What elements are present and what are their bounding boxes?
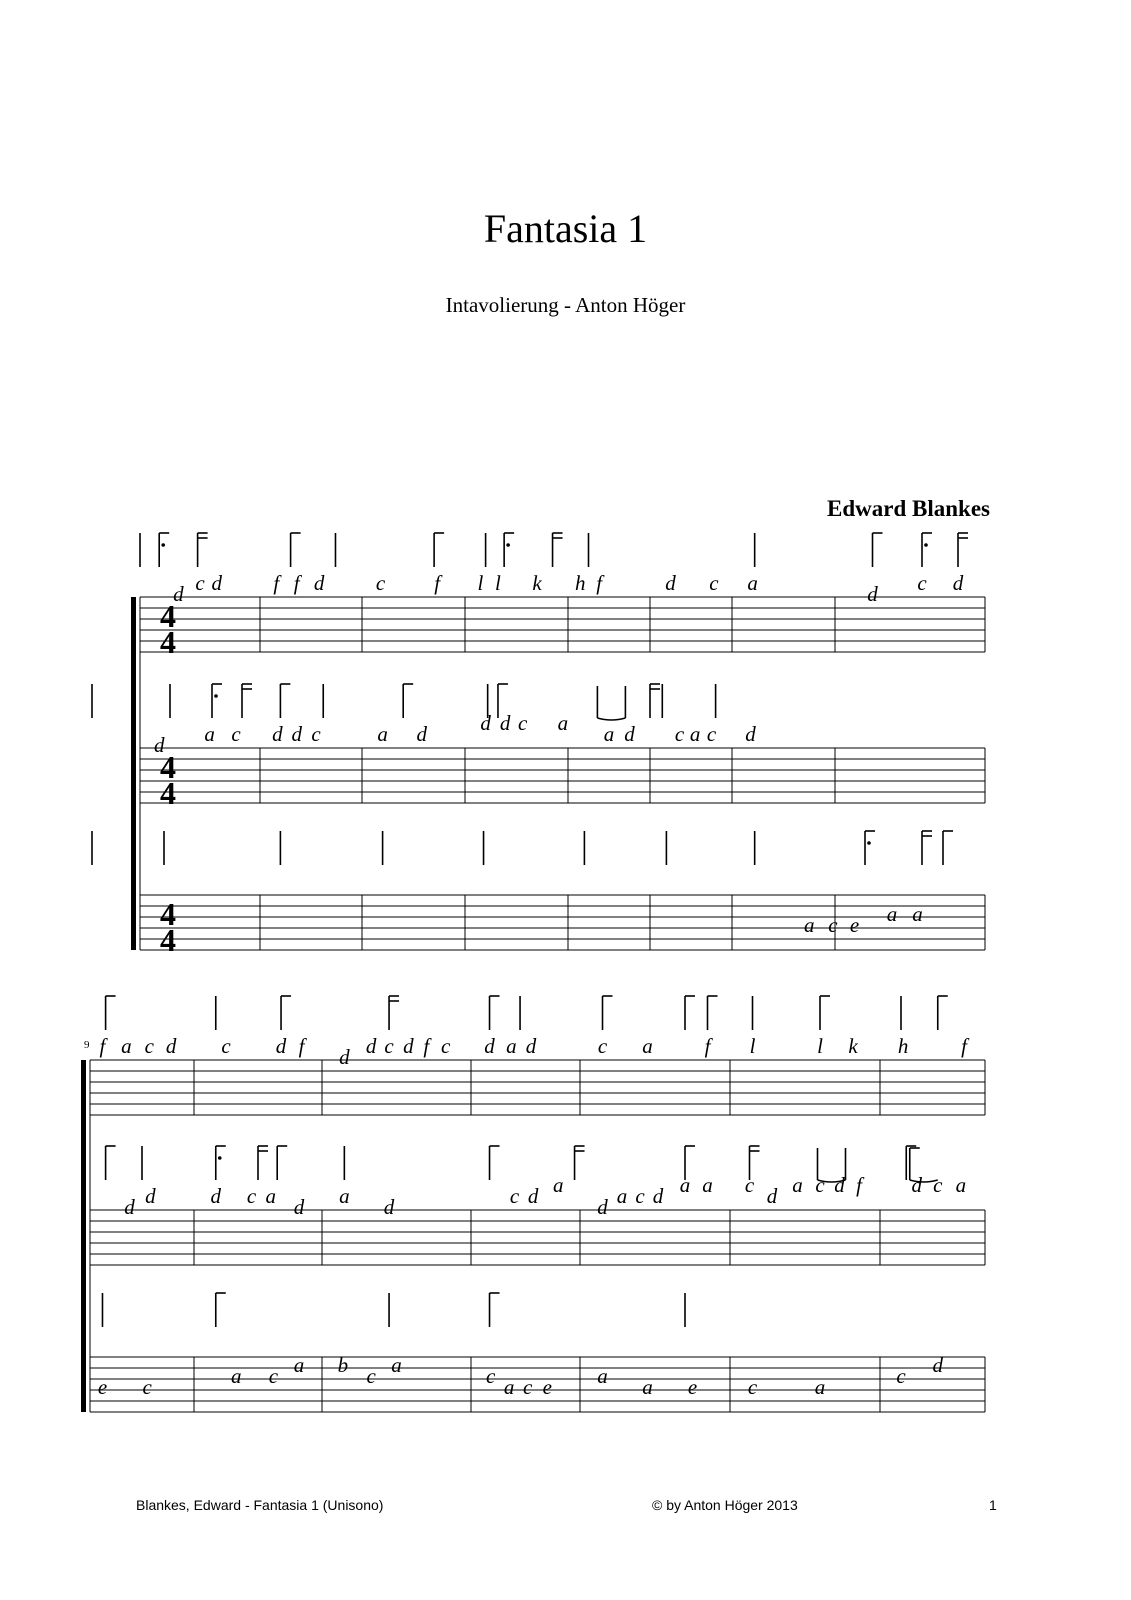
footer-page-number: 1 xyxy=(989,1497,997,1513)
tab-letter: f xyxy=(434,571,441,595)
time-signature-numerator: 4 xyxy=(160,749,176,785)
tab-letter: f xyxy=(856,1173,862,1197)
tab-letter: d xyxy=(293,1195,305,1219)
tab-letter: d xyxy=(952,571,964,595)
tab-letter: d xyxy=(416,722,427,746)
tab-letter: d xyxy=(339,1045,350,1069)
tab-letter: d xyxy=(525,1034,537,1058)
tab-letter: d xyxy=(403,1034,414,1058)
tab-letter: a xyxy=(642,1375,653,1399)
tab-letter: d xyxy=(867,582,878,606)
tab-letter: a xyxy=(886,902,898,926)
tab-letter: d xyxy=(745,722,756,746)
tab-letter: c xyxy=(246,1184,257,1208)
footer-copyright: © by Anton Höger 2013 xyxy=(652,1497,798,1513)
tab-letter: a xyxy=(293,1353,305,1377)
tab-letter: d xyxy=(527,1184,539,1208)
page-subtitle: Intavolierung - Anton Höger xyxy=(445,293,686,317)
tab-letter: d xyxy=(291,722,302,746)
rhythm-beam xyxy=(910,1180,938,1182)
tab-letter: c xyxy=(195,571,205,595)
tab-letter: h xyxy=(575,571,586,595)
tab-letter: c xyxy=(509,1184,520,1208)
tab-letter: e xyxy=(542,1375,552,1399)
tab-letter: c xyxy=(518,711,528,735)
tab-letter: f xyxy=(298,1034,305,1058)
tab-letter: c xyxy=(597,1034,608,1058)
tab-letter: a xyxy=(804,913,815,937)
tab-letter: d xyxy=(313,571,325,595)
tab-letter: c xyxy=(933,1173,943,1197)
tab-letter: d xyxy=(153,733,165,757)
page-title: Fantasia 1 xyxy=(483,206,648,251)
tab-letter: a xyxy=(265,1184,277,1208)
tab-letter: c xyxy=(747,1375,758,1399)
tab-letter: a xyxy=(230,1364,242,1388)
tab-letter: l xyxy=(749,1034,756,1058)
tab-letter: a xyxy=(702,1173,713,1197)
tab-letter: d xyxy=(597,1195,608,1219)
tab-letter: c xyxy=(635,1184,645,1208)
tab-letter: b xyxy=(337,1353,349,1377)
tab-letter: a xyxy=(814,1375,826,1399)
tab-letter: c xyxy=(221,1034,231,1058)
tab-letter: f xyxy=(596,571,603,595)
tab-letter: c xyxy=(311,722,321,746)
tab-letter: d xyxy=(624,722,635,746)
tab-letter: e xyxy=(849,913,860,937)
rhythm-beam xyxy=(597,718,625,720)
tab-letter: a xyxy=(642,1034,653,1058)
rhythm-beam xyxy=(818,1180,846,1182)
system-bracket xyxy=(131,597,136,950)
tab-letter: d xyxy=(275,1034,287,1058)
tab-letter: a xyxy=(603,722,615,746)
tab-letter: k xyxy=(532,571,542,595)
tab-letter: d xyxy=(499,711,511,735)
tab-letter: a xyxy=(747,571,758,595)
tab-letter: a xyxy=(597,1364,608,1388)
tab-letter: k xyxy=(848,1034,858,1058)
tab-letter: f xyxy=(704,1034,711,1058)
tab-letter: a xyxy=(689,722,701,746)
tab-letter: a xyxy=(792,1173,803,1197)
tab-letter: d xyxy=(480,711,491,735)
tab-letter: c xyxy=(375,571,386,595)
tab-letter: f xyxy=(961,1034,967,1058)
tab-letter: c xyxy=(917,571,927,595)
time-signature-numerator: 4 xyxy=(160,896,176,932)
tab-letter: c xyxy=(441,1034,451,1058)
tab-letter: c xyxy=(485,1364,496,1388)
tab-letter: d xyxy=(165,1034,177,1058)
tab-letter: a xyxy=(955,1173,967,1197)
tab-letter: e xyxy=(687,1375,698,1399)
tab-letter: d xyxy=(272,722,283,746)
tab-letter: a xyxy=(121,1034,132,1058)
tab-letter: f xyxy=(423,1034,430,1058)
tab-letter: a xyxy=(679,1173,691,1197)
tab-letter: a xyxy=(552,1173,564,1197)
tab-letter: c xyxy=(896,1364,906,1388)
tab-letter: d xyxy=(211,571,223,595)
tab-letter: e xyxy=(97,1375,108,1399)
time-signature-denominator: 4 xyxy=(160,624,176,660)
tab-letter: d xyxy=(932,1353,943,1377)
tab-letter: f xyxy=(273,571,280,595)
rhythm-dot xyxy=(161,543,165,547)
tab-letter: c xyxy=(366,1364,376,1388)
tab-letter: d xyxy=(652,1184,664,1208)
tab-letter: c xyxy=(523,1375,533,1399)
tab-letter: a xyxy=(506,1034,517,1058)
tab-letter: c xyxy=(709,571,719,595)
tab-letter: a xyxy=(391,1353,402,1377)
tab-letter: h xyxy=(897,1034,909,1058)
tab-letter: d xyxy=(911,1173,922,1197)
tab-letter: c xyxy=(828,913,838,937)
tab-letter: a xyxy=(557,711,569,735)
tab-letter: c xyxy=(815,1173,825,1197)
rhythm-dot xyxy=(867,841,871,845)
tab-letter: a xyxy=(616,1184,628,1208)
time-signature-denominator: 4 xyxy=(160,775,176,811)
time-signature-numerator: 4 xyxy=(160,598,176,634)
rhythm-dot xyxy=(506,543,510,547)
rhythm-dot xyxy=(214,694,218,698)
tab-letter: f xyxy=(293,571,300,595)
composer-name: Edward Blankes xyxy=(827,496,990,521)
tab-letter: f xyxy=(99,1034,106,1058)
tab-letter: d xyxy=(484,1034,495,1058)
tab-letter: l xyxy=(477,571,484,595)
rhythm-dot xyxy=(218,1156,222,1160)
tab-letter: c xyxy=(384,1034,394,1058)
tab-letter: a xyxy=(912,902,923,926)
tab-letter: d xyxy=(365,1034,377,1058)
system-bracket xyxy=(81,1060,86,1412)
tab-letter: c xyxy=(231,722,241,746)
tab-letter: l xyxy=(817,1034,823,1058)
tab-letter: a xyxy=(377,722,388,746)
tab-letter: c xyxy=(268,1364,279,1388)
tab-letter: d xyxy=(124,1195,135,1219)
tab-letter: d xyxy=(145,1184,156,1208)
tab-letter: c xyxy=(144,1034,154,1058)
tab-letter: c xyxy=(706,722,717,746)
tab-letter: a xyxy=(204,722,215,746)
tab-letter: d xyxy=(834,1173,845,1197)
tab-letter: c xyxy=(142,1375,152,1399)
tab-letter: d xyxy=(665,571,676,595)
measure-number: 9 xyxy=(84,1039,90,1051)
tab-letter: c xyxy=(744,1173,755,1197)
tab-letter: d xyxy=(173,582,184,606)
tab-letter: d xyxy=(383,1195,395,1219)
tab-letter: a xyxy=(339,1184,350,1208)
footer-left: Blankes, Edward - Fantasia 1 (Unisono) xyxy=(136,1497,384,1513)
rhythm-dot xyxy=(924,543,928,547)
tab-letter: d xyxy=(210,1184,222,1208)
time-signature-denominator: 4 xyxy=(160,922,176,958)
tab-letter: a xyxy=(503,1375,515,1399)
tab-letter: l xyxy=(495,571,501,595)
tab-letter: d xyxy=(766,1184,778,1208)
tab-letter: c xyxy=(674,722,685,746)
